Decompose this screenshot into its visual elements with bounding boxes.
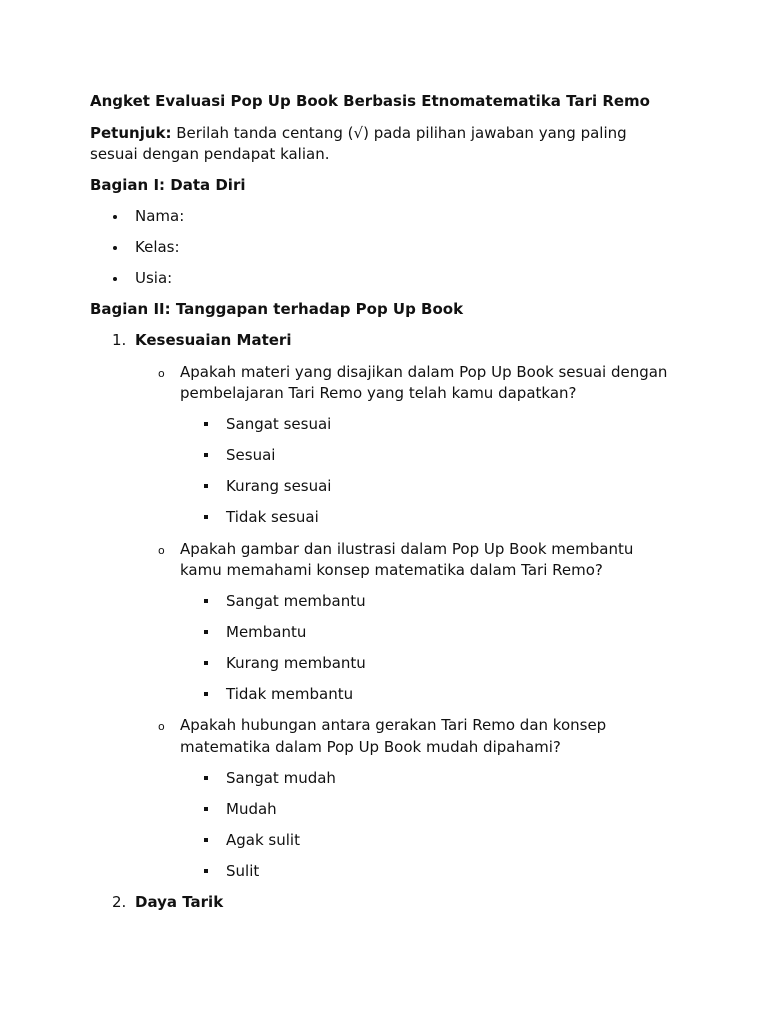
answer-option: Tidak sesuai xyxy=(226,508,319,526)
square-bullet-icon xyxy=(204,661,208,665)
answer-option: Tidak membantu xyxy=(226,685,354,703)
instruction-label: Petunjuk: xyxy=(90,124,172,142)
square-bullet-icon xyxy=(204,484,208,488)
question-text: Apakah materi yang disajikan dalam Pop Up Book sesuai dengan xyxy=(180,363,668,381)
group-number: 1. xyxy=(112,331,127,349)
square-bullet-icon xyxy=(204,807,208,811)
group-title: Kesesuaian Materi xyxy=(135,331,292,349)
question-text: Apakah gambar dan ilustrasi dalam Pop Up Book membantu xyxy=(180,540,634,558)
circle-bullet-icon: o xyxy=(158,544,165,557)
circle-bullet-icon: o xyxy=(158,720,165,733)
square-bullet-icon xyxy=(204,692,208,696)
bullet-dot-icon xyxy=(113,246,117,250)
square-bullet-icon xyxy=(204,599,208,603)
question-text: Apakah hubungan antara gerakan Tari Remo dan konsep xyxy=(180,716,607,734)
answer-option: Sangat mudah xyxy=(226,769,336,787)
bullet-dot-icon xyxy=(113,215,117,219)
answer-option: Agak sulit xyxy=(226,831,300,849)
answer-option: Kurang sesuai xyxy=(226,477,332,495)
field-kelas: Kelas: xyxy=(135,238,180,256)
instruction-text-1: Berilah tanda centang (√) pada pilihan jawaban yang paling xyxy=(171,124,627,142)
square-bullet-icon xyxy=(204,776,208,780)
group-title: Daya Tarik xyxy=(135,893,224,911)
question-text: matematika dalam Pop Up Book mudah dipahami? xyxy=(180,738,561,756)
answer-option: Sangat membantu xyxy=(226,592,366,610)
circle-bullet-icon: o xyxy=(158,367,165,380)
square-bullet-icon xyxy=(204,869,208,873)
square-bullet-icon xyxy=(204,630,208,634)
instruction-line-2: sesuai dengan pendapat kalian. xyxy=(90,145,330,163)
answer-option: Sesuai xyxy=(226,446,276,464)
square-bullet-icon xyxy=(204,838,208,842)
field-nama: Nama: xyxy=(135,207,185,225)
instruction-line-1 xyxy=(90,123,627,144)
answer-option: Membantu xyxy=(226,623,307,641)
answer-option: Mudah xyxy=(226,800,277,818)
question-text: kamu memahami konsep matematika dalam Tari Remo? xyxy=(180,561,603,579)
answer-option: Kurang membantu xyxy=(226,654,366,672)
question-text: pembelajaran Tari Remo yang telah kamu dapatkan? xyxy=(180,384,577,402)
square-bullet-icon xyxy=(204,515,208,519)
square-bullet-icon xyxy=(204,453,208,457)
group-number: 2. xyxy=(112,893,127,911)
answer-option: Sulit xyxy=(226,862,260,880)
bullet-dot-icon xyxy=(113,277,117,281)
answer-option: Sangat sesuai xyxy=(226,415,332,433)
document-title: Angket Evaluasi Pop Up Book Berbasis Etnomatematika Tari Remo xyxy=(90,92,650,110)
section-2-heading: Bagian II: Tanggapan terhadap Pop Up Book xyxy=(90,300,464,318)
field-usia: Usia: xyxy=(135,269,173,287)
section-1-heading: Bagian I: Data Diri xyxy=(90,176,246,194)
square-bullet-icon xyxy=(204,422,208,426)
